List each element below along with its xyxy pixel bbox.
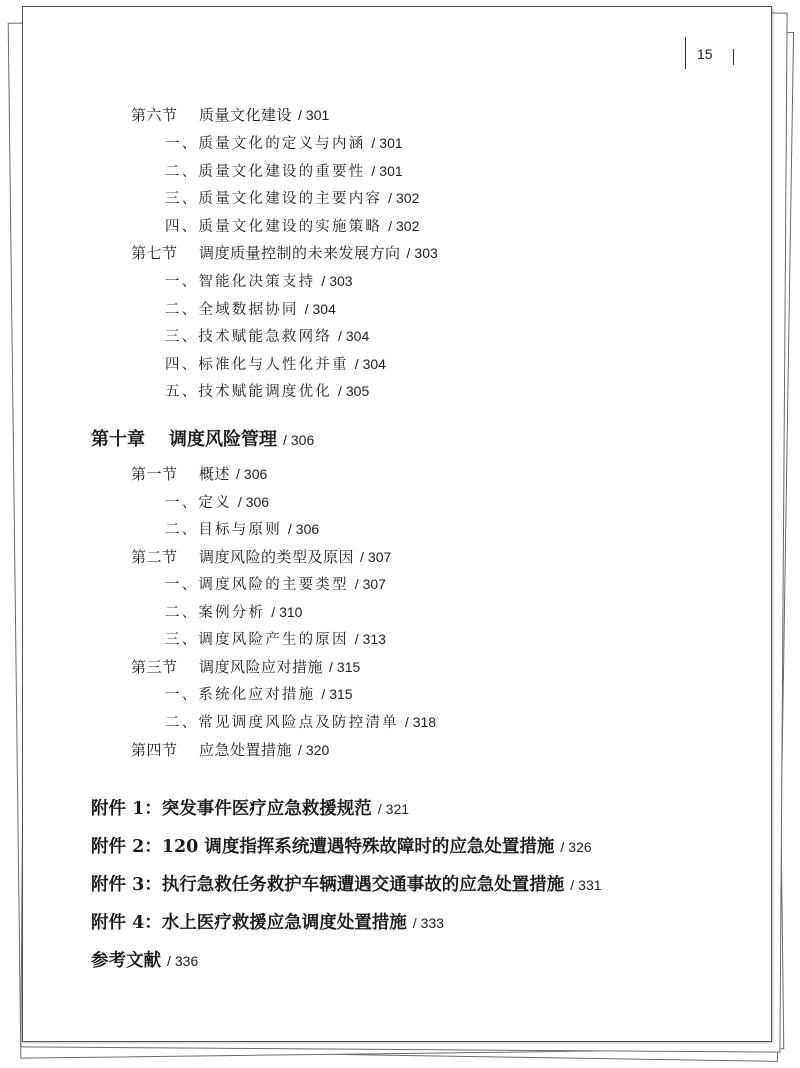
appendix-title: 附件 2：120 调度指挥系统遭遇特殊故障时的应急处置措施 [91,837,555,857]
toc-section[interactable] [131,546,391,567]
page-ref: 310 [279,604,303,620]
item-title: 三、技术赋能急救网络 [165,329,332,345]
page-separator: / [338,328,342,344]
page-separator: / [287,521,292,537]
page-separator: / [283,432,287,448]
item-title: 一、质量文化的定义与内涵 [165,136,366,152]
page-ref: 302 [396,218,420,234]
document-page [22,6,772,1042]
page-separator: / [570,877,575,893]
item-title: 五、技术赋能调度优化 [165,384,332,400]
item-title: 四、标准化与人性化并重 [165,357,349,373]
references-title: 参考文献 [91,951,161,971]
chapter-label: 第十章 [91,429,145,450]
appendix-title: 附件 1：突发事件医疗应急救援规范 [91,799,372,819]
item-title: 一、定义 [165,495,232,511]
page-ref: 315 [329,686,353,702]
toc-item[interactable] [165,380,369,401]
page-header [685,37,743,73]
page-ref: 304 [362,356,386,372]
page-separator: / [406,245,411,261]
section-label: 第一节 [131,465,178,483]
toc-appendix[interactable] [91,909,444,934]
item-title: 二、质量文化建设的重要性 [165,164,366,180]
toc-section[interactable] [131,656,360,677]
toc-appendix[interactable] [91,795,409,820]
appendix-title: 附件 3：执行急救任务救护车辆遭遇交通事故的应急处置措施 [91,875,565,895]
toc-item[interactable] [165,132,403,153]
page-ref: 306 [290,432,315,448]
header-rule-right [733,49,734,65]
section-title: 应急处置措施 [199,741,293,759]
page-ref: 333 [420,915,445,931]
page-ref: 306 [295,521,320,537]
item-title: 四、质量文化建设的实施策略 [165,219,383,235]
page-ref: 304 [312,301,336,317]
section-label: 第六节 [131,106,178,124]
toc-item[interactable] [165,628,386,649]
page-separator: / [388,190,392,206]
page-ref: 301 [379,163,403,179]
item-title: 三、质量文化建设的主要内容 [165,191,383,207]
toc-item[interactable] [165,160,403,181]
appendix-title: 附件 4：水上医疗救援应急调度处置措施 [91,913,407,933]
page-ref: 301 [379,135,403,151]
page-separator: / [371,163,376,179]
section-title: 调度质量控制的未来发展方向 [199,244,401,262]
page-ref: 303 [329,273,353,289]
page-ref: 315 [336,659,361,675]
page-separator: / [354,576,359,592]
page-ref: 336 [174,953,199,969]
toc-item[interactable] [165,491,269,512]
page-separator: / [167,953,171,969]
page-separator: / [298,742,302,758]
section-title: 概述 [199,465,231,483]
page-ref: 320 [305,742,330,758]
toc-item[interactable] [165,215,419,236]
page-separator: / [388,218,392,234]
toc-item[interactable] [165,187,419,208]
page-separator: / [412,915,417,931]
page-separator: / [236,466,240,482]
page-ref: 303 [414,245,438,261]
item-title: 一、调度风险的主要类型 [165,577,349,593]
item-title: 二、目标与原则 [165,522,282,538]
page-separator: / [404,714,409,730]
section-label: 第四节 [131,741,178,759]
page-separator: / [321,273,326,289]
page-ref: 313 [362,631,386,647]
page-ref: 304 [345,328,370,344]
page-separator: / [237,494,242,510]
page-separator: / [271,604,276,620]
section-label: 第三节 [131,658,178,676]
item-title: 二、常见调度风险点及防控清单 [165,715,399,731]
page-ref: 305 [345,383,370,399]
section-title: 调度风险应对措施 [199,658,324,676]
toc-appendix[interactable] [91,871,602,896]
toc-item[interactable] [165,711,436,732]
section-title: 质量文化建设 [199,106,293,124]
toc-references[interactable] [91,947,198,972]
toc-item[interactable] [165,270,353,291]
item-title: 二、案例分析 [165,605,266,621]
page-ref: 331 [578,877,602,893]
toc-chapter[interactable] [91,425,314,451]
page-separator: / [298,107,302,123]
page-separator: / [377,801,382,817]
chapter-title: 调度风险管理 [169,429,277,450]
page-ref: 307 [362,576,386,592]
item-title: 三、调度风险产生的原因 [165,632,349,648]
page-ref: 326 [568,839,592,855]
page-separator: / [354,356,359,372]
toc-item[interactable] [165,683,353,704]
toc-item[interactable] [165,573,386,594]
item-title: 二、全域数据协同 [165,302,299,318]
section-label: 第七节 [131,244,178,262]
item-title: 一、系统化应对措施 [165,687,316,703]
page-separator: / [560,839,565,855]
page-separator: / [321,686,326,702]
page-number: 15 [697,46,713,62]
header-rule-left [685,37,686,69]
toc-item[interactable] [165,325,369,346]
item-title: 一、智能化决策支持 [165,274,316,290]
page-ref: 307 [367,549,392,565]
page-ref: 302 [396,190,420,206]
toc-section[interactable] [131,463,267,484]
toc-item[interactable] [165,518,319,539]
page-ref: 301 [305,107,330,123]
toc-item[interactable] [165,298,336,319]
toc-item[interactable] [165,601,302,622]
page-separator: / [338,383,342,399]
section-label: 第二节 [131,548,178,566]
toc-item[interactable] [165,353,386,374]
page-ref: 318 [412,714,437,730]
page-ref: 306 [245,494,270,510]
toc-section[interactable] [131,104,329,125]
page-separator: / [354,631,359,647]
page-separator: / [304,301,309,317]
section-title: 调度风险的类型及原因 [199,548,355,566]
page-ref: 321 [385,801,410,817]
page-ref: 306 [243,466,268,482]
toc-section[interactable] [131,739,329,760]
page-separator: / [360,549,364,565]
page-separator: / [371,135,376,151]
toc-section[interactable] [131,242,438,263]
toc-appendix[interactable] [91,833,592,858]
page-separator: / [329,659,333,675]
